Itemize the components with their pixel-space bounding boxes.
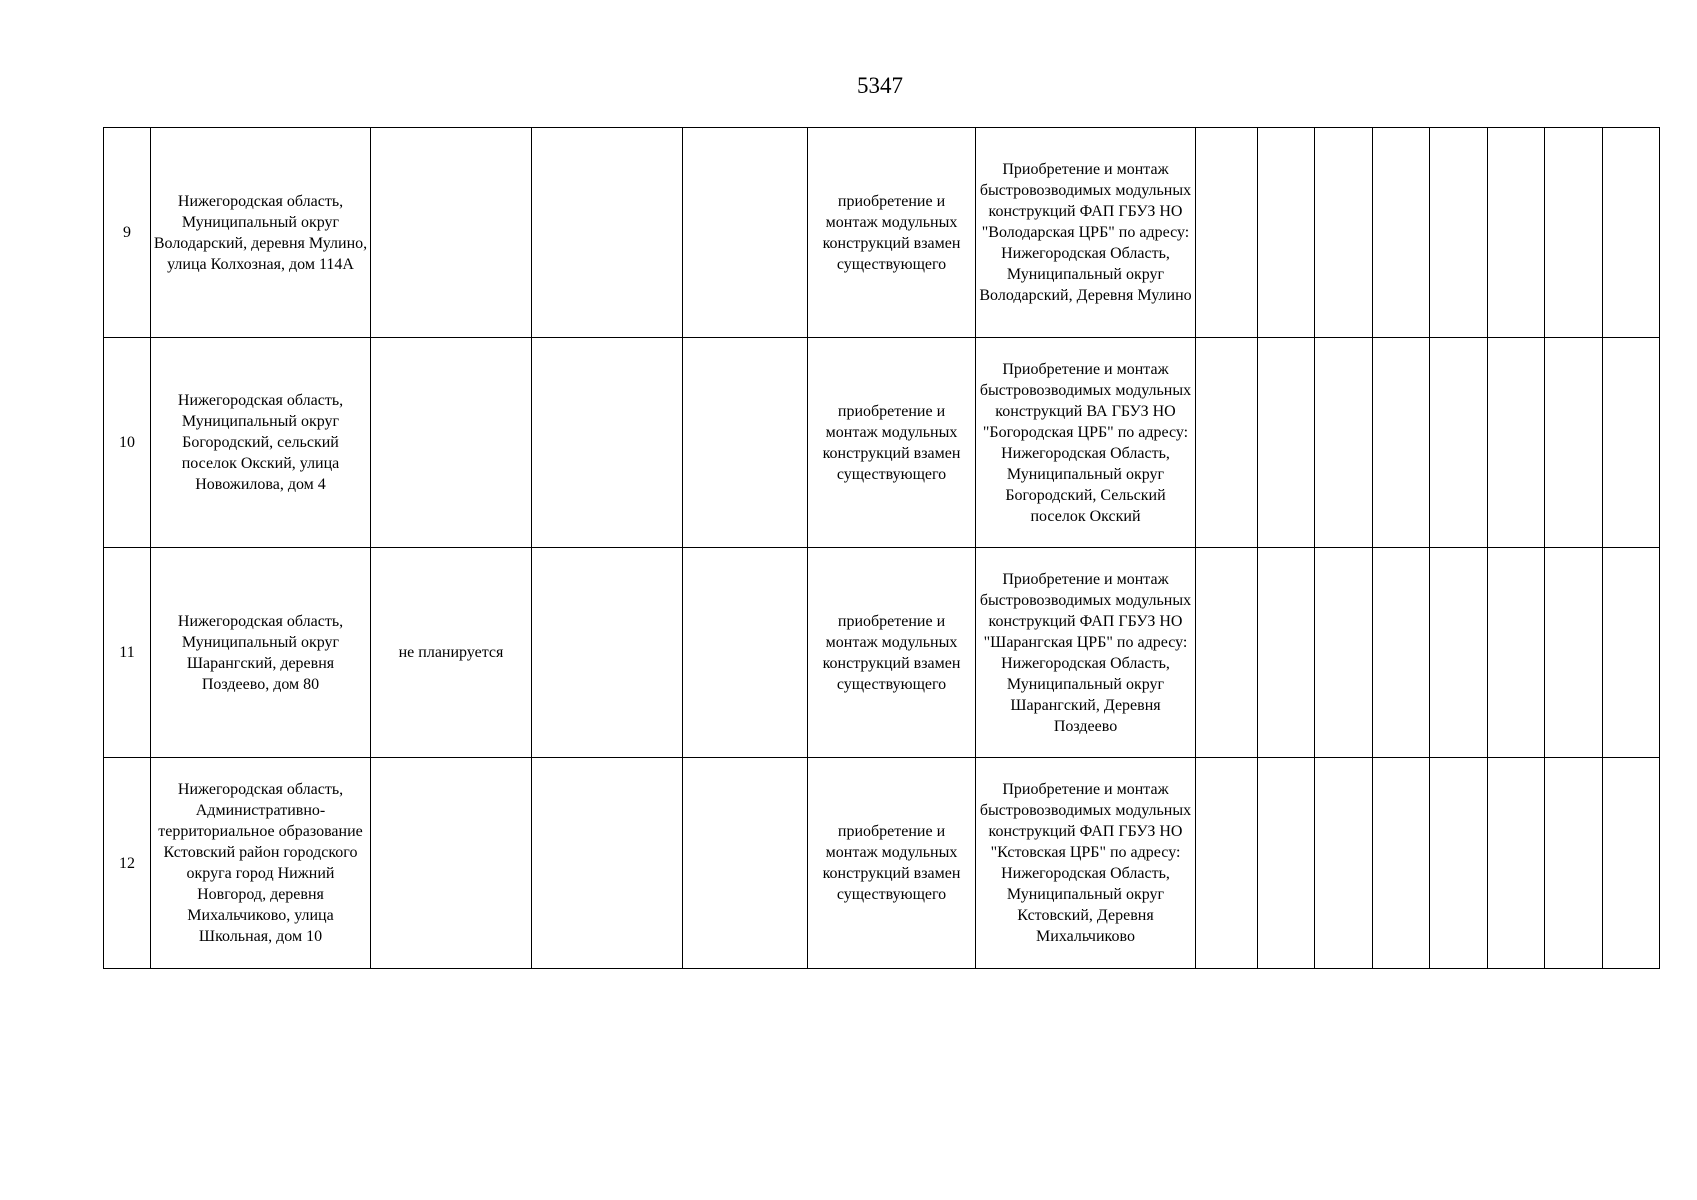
empty-cell [1373,548,1430,758]
empty-cell [1315,548,1373,758]
table-row [104,548,1660,758]
table-row [104,338,1660,548]
table-row [104,128,1660,338]
empty-cell [1258,338,1315,548]
empty-cell [1373,128,1430,338]
empty-cell [1258,758,1315,969]
empty-cell [683,128,808,338]
row-number: 12 [104,758,151,969]
empty-cell [1430,758,1488,969]
status-cell: не планируется [371,548,532,758]
empty-cell [1488,338,1545,548]
empty-cell [1488,128,1545,338]
empty-cell [532,338,683,548]
address-cell: Нижегородская область, Административно-территориальное образование Кстовский район городского округа город Нижний Новгород, деревня Михальчиково, улица Школьная, дом 10 [151,758,371,969]
empty-cell [683,758,808,969]
row-number: 11 [104,548,151,758]
empty-cell [1315,338,1373,548]
empty-cell [532,128,683,338]
measure-cell: приобретение и монтаж модульных конструкций взамен существующего [808,338,976,548]
empty-cell [1603,758,1660,969]
empty-cell [532,548,683,758]
empty-cell [1545,338,1603,548]
empty-cell [1545,128,1603,338]
empty-cell [532,758,683,969]
empty-cell [1373,338,1430,548]
empty-cell [1315,128,1373,338]
address-cell: Нижегородская область, Муниципальный округ Богородский, сельский поселок Окский, улица Новожилова, дом 4 [151,338,371,548]
address-cell: Нижегородская область, Муниципальный округ Володарский, деревня Мулино, улица Колхозная, дом 114А [151,128,371,338]
description-cell: Приобретение и монтаж быстровозводимых модульных конструкций ФАП ГБУЗ НО "Володарская ЦРБ" по адресу: Нижегородская Область, Муниципальный округ Володарский, Деревня Мулино [976,128,1196,338]
page-number: 5347 [857,73,903,98]
address-cell: Нижегородская область, Муниципальный округ Шарангский, деревня Поздеево, дом 80 [151,548,371,758]
status-cell [371,128,532,338]
empty-cell [1258,548,1315,758]
measure-cell: приобретение и монтаж модульных конструкций взамен существующего [808,128,976,338]
empty-cell [1603,548,1660,758]
measure-cell: приобретение и монтаж модульных конструкций взамен существующего [808,758,976,969]
empty-cell [1603,128,1660,338]
empty-cell [1545,548,1603,758]
empty-cell [1196,338,1258,548]
empty-cell [1196,548,1258,758]
empty-cell [1258,128,1315,338]
status-cell [371,758,532,969]
empty-cell [1603,338,1660,548]
empty-cell [1373,758,1430,969]
table-row [104,758,1660,969]
empty-cell [1196,758,1258,969]
status-cell [371,338,532,548]
empty-cell [1430,548,1488,758]
empty-cell [1488,758,1545,969]
data-table [103,127,1660,969]
empty-cell [683,338,808,548]
empty-cell [1430,128,1488,338]
description-cell: Приобретение и монтаж быстровозводимых модульных конструкций ФАП ГБУЗ НО "Шарангская ЦРБ" по адресу: Нижегородская Область, Муниципальный округ Шарангский, Деревня Поздеево [976,548,1196,758]
row-number: 10 [104,338,151,548]
measure-cell: приобретение и монтаж модульных конструкций взамен существующего [808,548,976,758]
empty-cell [1488,548,1545,758]
empty-cell [1315,758,1373,969]
empty-cell [1196,128,1258,338]
empty-cell [1545,758,1603,969]
empty-cell [683,548,808,758]
empty-cell [1430,338,1488,548]
row-number: 9 [104,128,151,338]
description-cell: Приобретение и монтаж быстровозводимых модульных конструкций ВА ГБУЗ НО "Богородская ЦРБ" по адресу: Нижегородская Область, Муниципальный округ Богородский, Сельский поселок Окский [976,338,1196,548]
description-cell: Приобретение и монтаж быстровозводимых модульных конструкций ФАП ГБУЗ НО "Кстовская ЦРБ" по адресу: Нижегородская Область, Муниципальный округ Кстовский, Деревня Михальчиково [976,758,1196,969]
